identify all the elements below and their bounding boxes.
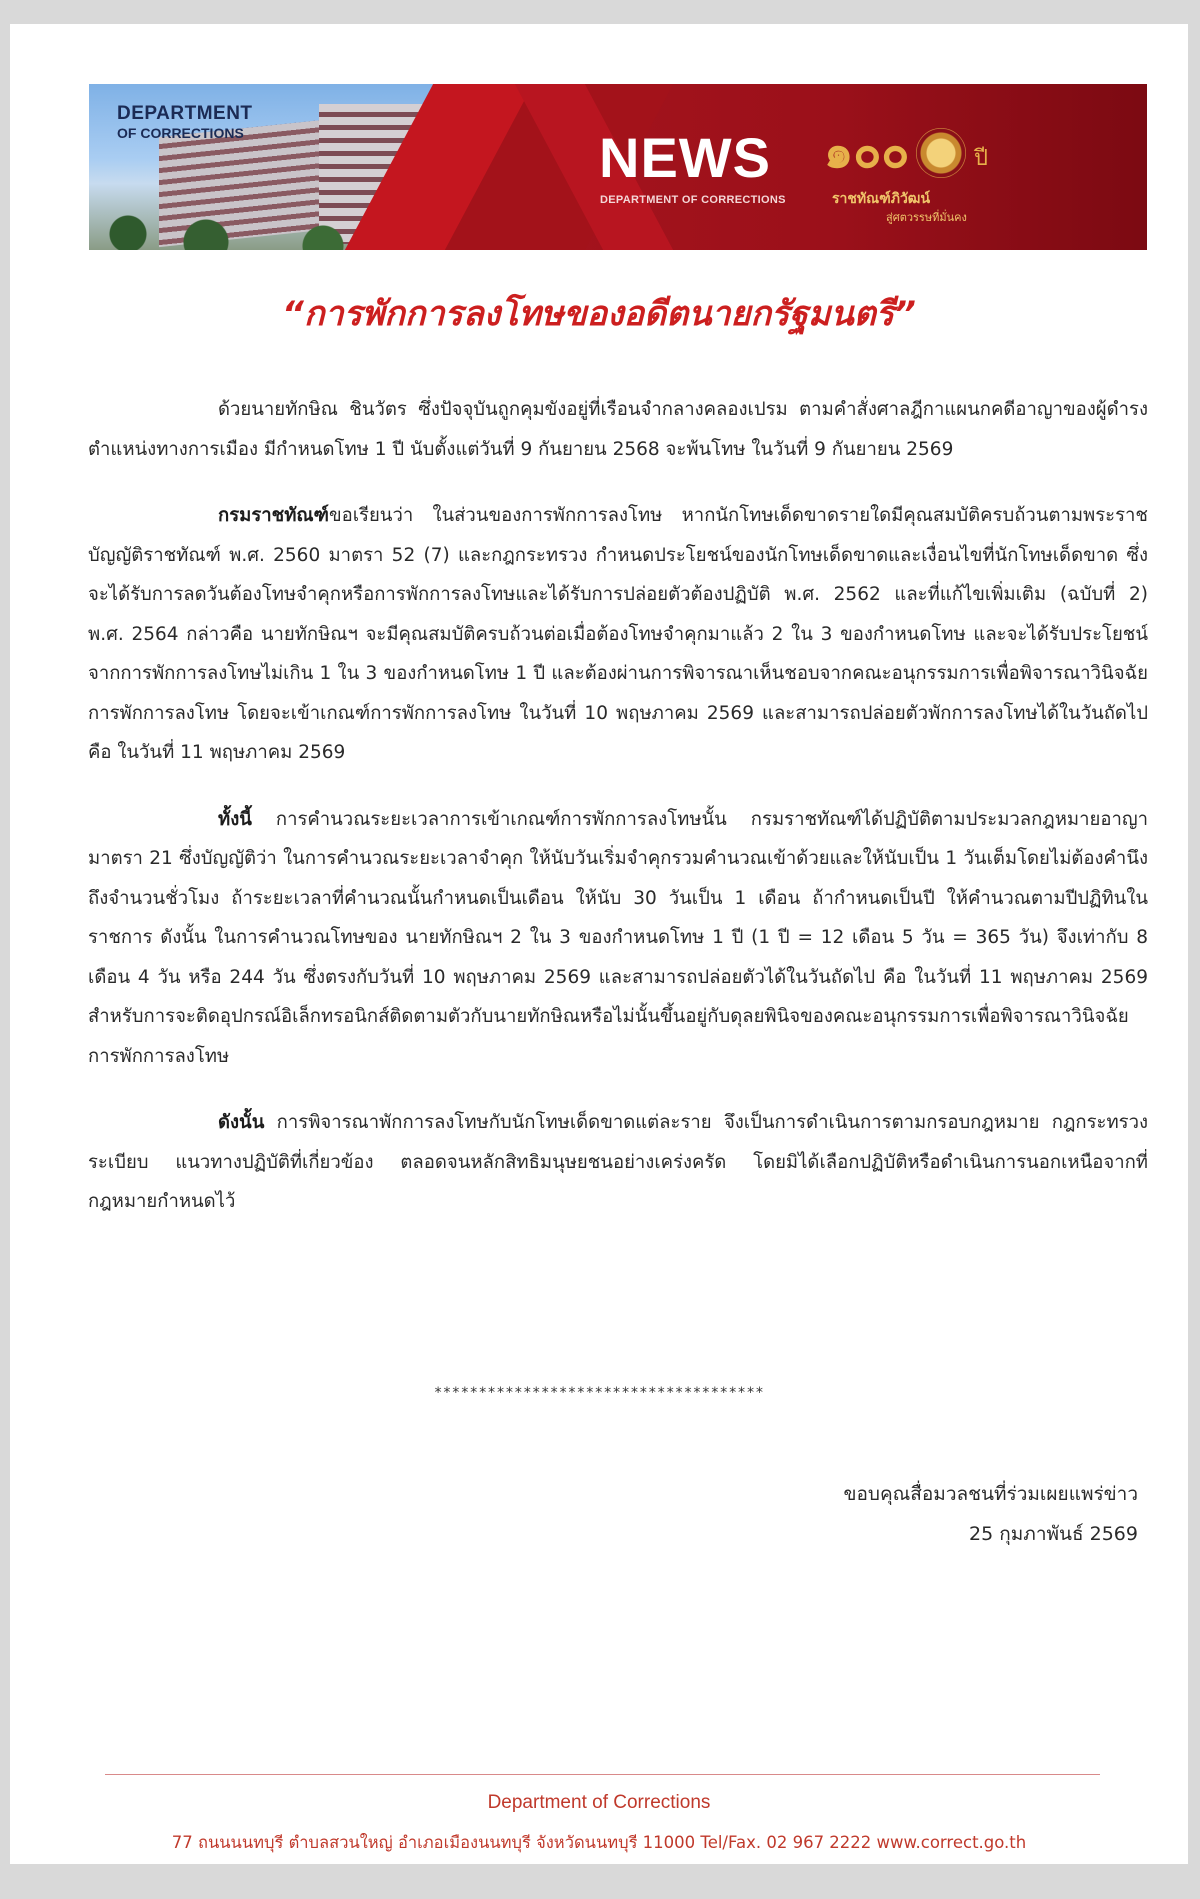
paragraph-text: การพิจารณาพักการลงโทษกับนักโทษเด็ดขาดแต่ละราย จึงเป็นการดำเนินการตามกรอบกฎหมาย กฎกระทรวง ระเบียบ แนวทางปฏิบัติที่เกี่ยวข้อง ตลอดจนหลักสิทธิมนุษยชนอย่างเคร่งครัด โดยมิได้เลือกปฏิบัติหรือดำเนินการนอกเหนือจากที่กฎหมายกำหนดไว้ — [88, 1112, 1148, 1212]
news-subtitle: DEPARTMENT OF CORRECTIONS — [600, 194, 786, 206]
paragraph-1 — [88, 390, 1148, 469]
paragraph-lead: ดังนั้น — [218, 1112, 265, 1133]
signoff — [843, 1474, 1138, 1554]
press-release-page — [10, 24, 1188, 1864]
separator: ************************************* — [433, 1385, 765, 1401]
paragraph-lead: กรมราชทัณฑ์ — [218, 505, 329, 526]
anniversary-tagline-1: ราชทัณฑ์ภิวัฒน์ — [832, 191, 931, 207]
news-title: NEWS — [599, 126, 771, 189]
footer-address: 77 ถนนนนทบุรี ตำบลสวนใหญ่ อำเภอเมืองนนทบุรี จังหวัดนนทบุรี 11000 Tel/Fax. 02 967 2222 www.correct.go.th — [171, 1833, 1027, 1852]
paragraph-text: การคำนวณระยะเวลาการเข้าเกณฑ์การพักการลงโทษนั้น กรมราชทัณฑ์ได้ปฏิบัติตามประมวลกฎหมายอาญา มาตรา 21 ซึ่งบัญญัติว่า ในการคำนวณระยะเวลาจำคุก ให้นับวันเริ่มจำคุกรวมคำนวณเข้าด้วยและให้นับเป็น 1 วันเต็มโดยไม่ต้องคำนึงถึงจำนวนชั่วโมง ถ้าระยะเวลาที่คำนวณนั้นกำหนดเป็นเดือน ให้นับ 30 วันเป็น 1 เดือน ถ้ากำหนดเป็นปี ให้คำนวณตามปีปฏิทินในราชการ ดังนั้น ในการคำนวณโทษของ นายทักษิณฯ 2 ใน 3 ของกำหนดโทษ 1 ปี (1 ปี = 12 เดือน 5 วัน = 365 วัน) จึงเท่ากับ 8 เดือน 4 วัน หรือ 244 วัน ซึ่งตรงกับวันที่ 10 พฤษภาคม 2569 และสามารถปล่อยตัวได้ในวันถัดไป คือ ในวันที่ 11 พฤษภาคม 2569 สำหรับการจะติดอุปกรณ์อิเล็กทรอนิกส์ติดตามตัวกับนายทักษิณหรือไม่นั้นขึ้นอยู่กับดุลยพินิจของคณะอนุกรรมการเพื่อพิจารณาวินิจฉัยการพักการลงโทษ — [88, 808, 1148, 1067]
paragraph-text: ด้วยนายทักษิณ ชินวัตร ซึ่งปัจจุบันถูกคุมขังอยู่ที่เรือนจำกลางคลองเปรม ตามคำสั่งศาลฎีกาแผนกคดีอาญาของผู้ดำรงตำแหน่งทางการเมือง มีกำหนดโทษ 1 ปี นับตั้งแต่วันที่ 9 กันยายน 2568 จะพ้นโทษ ในวันที่ 9 กันยายน 2569 — [88, 399, 1148, 460]
anniversary-number: ๑๐๐ — [824, 124, 910, 178]
royal-seal-icon — [916, 128, 966, 178]
paragraph-text: ขอเรียนว่า ในส่วนของการพักการลงโทษ หากนักโทษเด็ดขาดรายใดมีคุณสมบัติครบถ้วนตามพระราชบัญญัติราชทัณฑ์ พ.ศ. 2560 มาตรา 52 (7) และกฎกระทรวง กำหนดประโยชน์ของนักโทษเด็ดขาดและเงื่อนไขที่นักโทษเด็ดขาด ซึ่งจะได้รับการลดวันต้องโทษจำคุกหรือการพักการลงโทษและได้รับการปล่อยตัวต้องปฏิบัติ พ.ศ. 2562 และที่แก้ไขเพิ่มเติม (ฉบับที่ 2) พ.ศ. 2564 กล่าวคือ นายทักษิณฯ จะมีคุณสมบัติครบถ้วนต่อเมื่อต้องโทษจำคุกมาแล้ว 2 ใน 3 ของกำหนดโทษ และจะได้รับประโยชน์จากการพักการลงโทษไม่เกิน 1 ใน 3 ของกำหนดโทษ 1 ปี และต้องผ่านการพิจารณาเห็นชอบจากคณะอนุกรรมการเพื่อพิจารณาวินิจฉัยการพักการลงโทษ โดยจะเข้าเกณฑ์การพักการลงโทษ ในวันที่ 10 พฤษภาคม 2569 และสามารถปล่อยตัวพักการลงโทษได้ในวันถัดไปคือ ในวันที่ 11 พฤษภาคม 2569 — [88, 505, 1148, 763]
headline: “การพักการลงโทษของอดีตนายกรัฐมนตรี” — [282, 294, 916, 334]
department-logo-text — [117, 104, 253, 140]
footer-divider — [105, 1774, 1100, 1775]
paragraph-lead: ทั้งนี้ — [218, 808, 252, 830]
footer-org: Department of Corrections — [487, 1792, 711, 1813]
signoff-thanks: ขอบคุณสื่อมวลชนที่ร่วมเผยแพร่ข่าว — [843, 1483, 1138, 1505]
paragraph-4 — [88, 1103, 1148, 1222]
paragraph-2 — [88, 496, 1148, 773]
article-body — [88, 390, 1148, 1249]
news-banner — [89, 84, 1147, 250]
paragraph-3 — [88, 800, 1148, 1077]
anniversary-emblem — [824, 124, 1014, 228]
anniversary-suffix: ปี — [974, 146, 988, 171]
org-line1: DEPARTMENT — [117, 103, 253, 124]
signoff-date: 25 กุมภาพันธ์ 2569 — [969, 1523, 1138, 1545]
org-line2: OF CORRECTIONS — [117, 125, 244, 141]
anniversary-tagline-2: สู่ศตวรรษที่มั่นคง — [886, 211, 967, 224]
